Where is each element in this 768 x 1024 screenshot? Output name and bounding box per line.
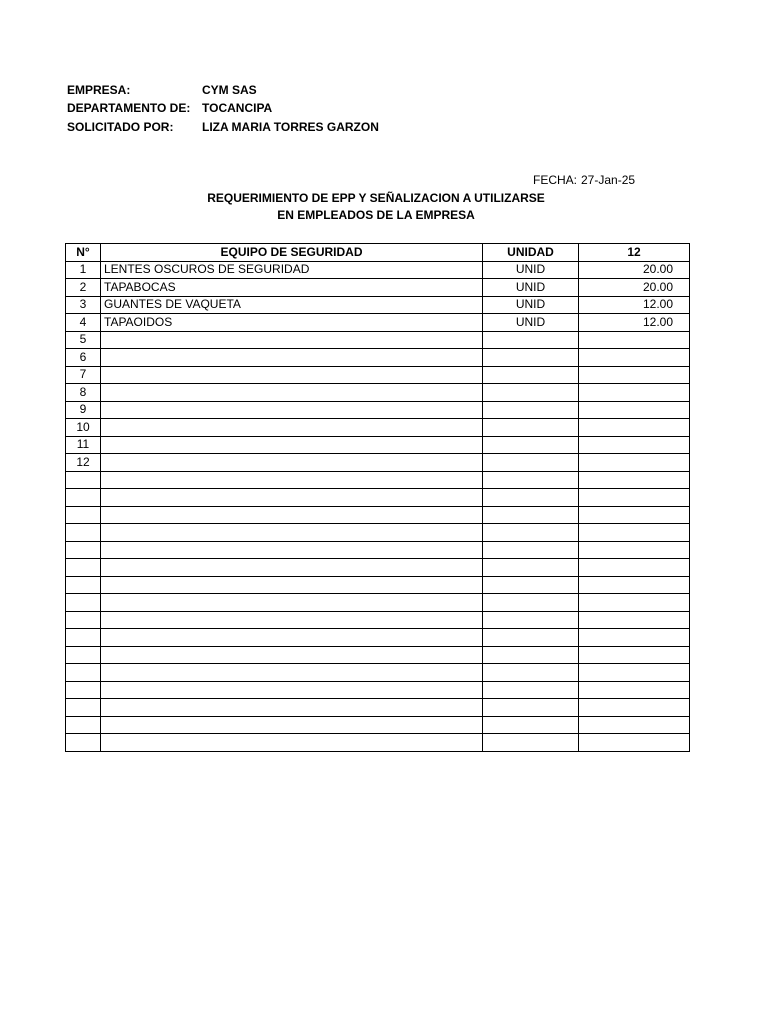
cell-number	[66, 646, 101, 664]
cell-number	[66, 559, 101, 577]
cell-unit	[483, 611, 579, 629]
cell-equipment	[101, 401, 483, 419]
fecha-label: FECHA:	[533, 173, 578, 187]
table-row	[66, 629, 690, 647]
cell-equipment	[101, 646, 483, 664]
cell-quantity	[579, 716, 690, 734]
cell-equipment	[101, 489, 483, 507]
table-row	[66, 454, 690, 472]
cell-unit	[483, 489, 579, 507]
cell-quantity	[579, 541, 690, 559]
table-row	[66, 541, 690, 559]
cell-equipment	[101, 699, 483, 717]
cell-unit	[483, 436, 579, 454]
table-header-row	[66, 244, 690, 262]
table-row	[66, 331, 690, 349]
cell-equipment	[101, 716, 483, 734]
cell-number: 1	[66, 261, 101, 279]
document-title-line-1: REQUERIMIENTO DE EPP Y SEÑALIZACION A UTILIZARSE	[207, 191, 545, 205]
cell-equipment	[101, 611, 483, 629]
table-row	[66, 489, 690, 507]
cell-equipment	[101, 384, 483, 402]
cell-number: 9	[66, 401, 101, 419]
cell-quantity	[579, 506, 690, 524]
table-row	[66, 576, 690, 594]
cell-number	[66, 699, 101, 717]
cell-unit	[483, 716, 579, 734]
cell-number	[66, 524, 101, 542]
cell-number: 2	[66, 279, 101, 297]
cell-number	[66, 734, 101, 752]
cell-unit	[483, 384, 579, 402]
cell-quantity	[579, 559, 690, 577]
cell-equipment	[101, 471, 483, 489]
cell-number	[66, 611, 101, 629]
cell-number	[66, 681, 101, 699]
cell-quantity	[579, 611, 690, 629]
cell-equipment	[101, 436, 483, 454]
cell-equipment	[101, 331, 483, 349]
table-row	[66, 716, 690, 734]
table-row	[66, 681, 690, 699]
cell-quantity	[579, 384, 690, 402]
cell-unit	[483, 524, 579, 542]
cell-equipment	[101, 454, 483, 472]
column-header-quantity: 12	[579, 244, 690, 262]
cell-unit: UNID	[483, 279, 579, 297]
table-row	[66, 559, 690, 577]
cell-quantity	[579, 454, 690, 472]
cell-equipment	[101, 349, 483, 367]
table-row	[66, 296, 690, 314]
table-row	[66, 664, 690, 682]
table-row	[66, 279, 690, 297]
table-row	[66, 611, 690, 629]
cell-unit	[483, 576, 579, 594]
departamento-label: DEPARTAMENTO DE:	[67, 101, 191, 115]
column-header-number: N°	[66, 244, 101, 262]
cell-unit	[483, 419, 579, 437]
fecha-value: 27-Jan-25	[581, 173, 636, 187]
cell-unit	[483, 559, 579, 577]
cell-number	[66, 629, 101, 647]
cell-equipment	[101, 629, 483, 647]
table-row	[66, 699, 690, 717]
cell-number	[66, 594, 101, 612]
cell-quantity	[579, 349, 690, 367]
cell-equipment	[101, 419, 483, 437]
cell-number	[66, 541, 101, 559]
table-row	[66, 594, 690, 612]
table-body	[66, 261, 690, 751]
table-row	[66, 314, 690, 332]
cell-unit: UNID	[483, 261, 579, 279]
cell-unit	[483, 629, 579, 647]
cell-quantity	[579, 664, 690, 682]
table-row	[66, 734, 690, 752]
cell-equipment	[101, 559, 483, 577]
cell-quantity: 12.00	[579, 296, 690, 314]
cell-quantity	[579, 734, 690, 752]
departamento-value: TOCANCIPA	[202, 101, 273, 115]
cell-equipment	[101, 506, 483, 524]
table-row	[66, 366, 690, 384]
table-row	[66, 419, 690, 437]
cell-quantity: 20.00	[579, 279, 690, 297]
cell-equipment	[101, 734, 483, 752]
solicitado-value: LIZA MARIA TORRES GARZON	[202, 120, 379, 134]
cell-unit	[483, 699, 579, 717]
table-row	[66, 384, 690, 402]
cell-equipment	[101, 524, 483, 542]
cell-unit	[483, 594, 579, 612]
cell-quantity	[579, 401, 690, 419]
cell-unit	[483, 331, 579, 349]
cell-equipment	[101, 541, 483, 559]
cell-number	[66, 576, 101, 594]
table-row	[66, 401, 690, 419]
cell-equipment: GUANTES DE VAQUETA	[101, 296, 483, 314]
cell-quantity	[579, 594, 690, 612]
cell-unit: UNID	[483, 314, 579, 332]
cell-unit	[483, 454, 579, 472]
solicitado-label: SOLICITADO POR:	[67, 120, 174, 134]
cell-quantity	[579, 699, 690, 717]
cell-number: 8	[66, 384, 101, 402]
cell-number: 10	[66, 419, 101, 437]
cell-unit: UNID	[483, 296, 579, 314]
cell-unit	[483, 734, 579, 752]
cell-quantity	[579, 471, 690, 489]
cell-number: 12	[66, 454, 101, 472]
cell-unit	[483, 366, 579, 384]
cell-number: 11	[66, 436, 101, 454]
cell-equipment	[101, 664, 483, 682]
cell-quantity	[579, 489, 690, 507]
cell-number	[66, 716, 101, 734]
cell-equipment	[101, 594, 483, 612]
document-title-line-2: EN EMPLEADOS DE LA EMPRESA	[277, 208, 475, 222]
cell-number: 7	[66, 366, 101, 384]
cell-number: 4	[66, 314, 101, 332]
cell-number	[66, 471, 101, 489]
cell-equipment	[101, 366, 483, 384]
cell-equipment: TAPAOIDOS	[101, 314, 483, 332]
table-row	[66, 471, 690, 489]
cell-unit	[483, 471, 579, 489]
empresa-label: EMPRESA:	[67, 83, 131, 97]
table-row	[66, 436, 690, 454]
cell-quantity	[579, 576, 690, 594]
cell-quantity	[579, 366, 690, 384]
cell-quantity: 20.00	[579, 261, 690, 279]
table-row	[66, 524, 690, 542]
table-row	[66, 349, 690, 367]
cell-number	[66, 506, 101, 524]
cell-number: 3	[66, 296, 101, 314]
cell-unit	[483, 681, 579, 699]
cell-unit	[483, 646, 579, 664]
table-row	[66, 261, 690, 279]
cell-unit	[483, 349, 579, 367]
cell-equipment: TAPABOCAS	[101, 279, 483, 297]
cell-unit	[483, 664, 579, 682]
cell-number	[66, 489, 101, 507]
cell-quantity	[579, 331, 690, 349]
cell-unit	[483, 506, 579, 524]
column-header-unit: UNIDAD	[483, 244, 579, 262]
cell-quantity	[579, 436, 690, 454]
cell-equipment: LENTES OSCUROS DE SEGURIDAD	[101, 261, 483, 279]
cell-quantity	[579, 524, 690, 542]
cell-quantity	[579, 681, 690, 699]
column-header-equipment: EQUIPO DE SEGURIDAD	[101, 244, 483, 262]
cell-quantity	[579, 646, 690, 664]
table-row	[66, 506, 690, 524]
cell-equipment	[101, 576, 483, 594]
cell-unit	[483, 401, 579, 419]
cell-quantity	[579, 629, 690, 647]
table-row	[66, 646, 690, 664]
cell-number: 6	[66, 349, 101, 367]
cell-number: 5	[66, 331, 101, 349]
cell-equipment	[101, 681, 483, 699]
cell-quantity: 12.00	[579, 314, 690, 332]
cell-number	[66, 664, 101, 682]
cell-quantity	[579, 419, 690, 437]
empresa-value: CYM SAS	[202, 83, 257, 97]
cell-unit	[483, 541, 579, 559]
epp-table	[65, 243, 690, 752]
